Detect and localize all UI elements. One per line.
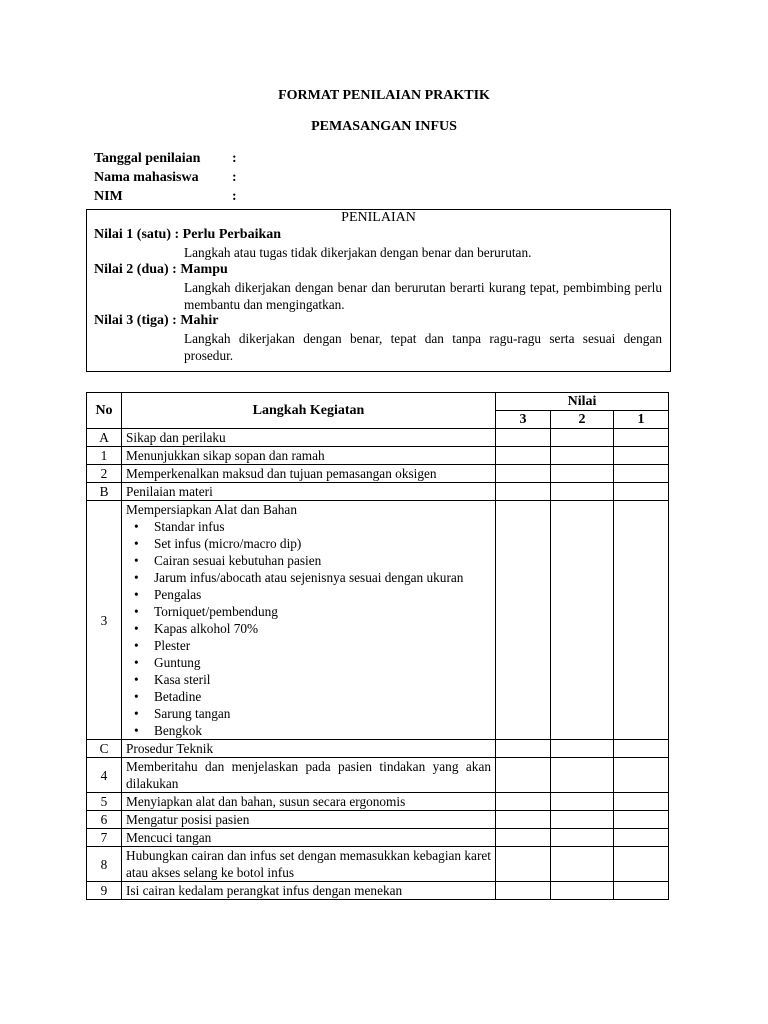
- list-item: • Bengkok: [154, 722, 491, 739]
- score-cell: [551, 483, 614, 501]
- row-step-text: Mencuci tangan: [126, 830, 212, 845]
- score-cell: [614, 429, 669, 447]
- table-row: [87, 501, 669, 740]
- row-step-cell: [122, 740, 496, 758]
- list-item: • Jarum infus/abocath atau sejenisnya sesuai dengan ukuran: [154, 569, 491, 586]
- score-cell: [551, 793, 614, 811]
- row-number: 2: [87, 465, 122, 483]
- col-header-nilai: Nilai: [496, 393, 669, 411]
- score-cell: [551, 829, 614, 847]
- row-step-text: Prosedur Teknik: [126, 741, 214, 756]
- list-item: • Set infus (micro/macro dip): [154, 535, 491, 552]
- level-3-desc: Langkah dikerjakan dengan benar, tepat dan tanpa ragu-ragu serta sesuai dengan prosedur.: [184, 331, 662, 363]
- row-number: C: [87, 740, 122, 758]
- row-step-text: Menyiapkan alat dan bahan, susun secara ergonomis: [126, 794, 406, 809]
- score-cell: [496, 483, 551, 501]
- row-step-text: Mempersiapkan Alat dan Bahan: [126, 502, 297, 517]
- list-item: • Cairan sesuai kebutuhan pasien: [154, 552, 491, 569]
- field-label: NIM: [94, 189, 123, 204]
- row-step-text: Isi cairan kedalam perangkat infus dengan menekan: [126, 883, 403, 898]
- score-cell: [614, 811, 669, 829]
- row-number: A: [87, 429, 122, 447]
- row-step-text: Memberitahu dan menjelaskan pada pasien tindakan yang akan dilakukan: [126, 759, 491, 791]
- field-separator: :: [232, 151, 237, 166]
- score-cell: [551, 429, 614, 447]
- field-label: Nama mahasiswa: [94, 170, 199, 185]
- row-number: 1: [87, 447, 122, 465]
- row-step-text: Penilaian materi: [126, 484, 213, 499]
- level-1-label: Nilai 1 (satu) : Perlu Perbaikan: [94, 227, 282, 242]
- field-separator: :: [232, 189, 237, 204]
- score-cell: [614, 758, 669, 793]
- row-number: B: [87, 483, 122, 501]
- table-row: [87, 847, 669, 882]
- score-cell: [551, 811, 614, 829]
- table-row: [87, 793, 669, 811]
- list-item: • Sarung tangan: [154, 705, 491, 722]
- score-cell: [551, 882, 614, 900]
- level-2-desc: Langkah dikerjakan dengan benar dan berurutan berarti kurang tepat, pembimbing perlu membantu dan mengingatkan.: [184, 280, 662, 312]
- row-number: 8: [87, 847, 122, 882]
- list-item: • Torniquet/pembendung: [154, 603, 491, 620]
- row-step-cell: [122, 501, 496, 740]
- row-step-text: Memperkenalkan maksud dan tujuan pemasangan oksigen: [126, 466, 437, 481]
- score-cell: [496, 882, 551, 900]
- score-cell: [551, 501, 614, 740]
- score-cell: [496, 447, 551, 465]
- level-3-label: Nilai 3 (tiga) : Mahir: [94, 313, 219, 328]
- penilaian-box: [86, 209, 671, 372]
- score-cell: [614, 483, 669, 501]
- score-cell: [614, 829, 669, 847]
- field-label: Tanggal penilaian: [94, 151, 201, 166]
- row-number: 7: [87, 829, 122, 847]
- row-step-text: Hubungkan cairan dan infus set dengan memasukkan kebagian karet atau akses selang ke botol infus: [126, 848, 491, 880]
- list-item: • Plester: [154, 637, 491, 654]
- table-row: [87, 811, 669, 829]
- list-item: • Kasa steril: [154, 671, 491, 688]
- row-number: 6: [87, 811, 122, 829]
- row-step-cell: [122, 465, 496, 483]
- row-step-cell: [122, 758, 496, 793]
- table-row: [87, 882, 669, 900]
- score-cell: [551, 847, 614, 882]
- field-nim: [94, 189, 237, 205]
- equipment-list: [126, 518, 491, 739]
- score-header: 3: [496, 411, 551, 429]
- table-row: [87, 465, 669, 483]
- table-row: [87, 483, 669, 501]
- score-cell: [551, 465, 614, 483]
- level-2-label: Nilai 2 (dua) : Mampu: [94, 262, 228, 277]
- list-item: • Standar infus: [154, 518, 491, 535]
- field-tanggal-penilaian: [94, 151, 237, 167]
- score-cell: [496, 829, 551, 847]
- score-cell: [551, 447, 614, 465]
- score-header: 2: [551, 411, 614, 429]
- document-title: FORMAT PENILAIAN PRAKTIK: [278, 88, 490, 103]
- row-step-cell: [122, 882, 496, 900]
- score-cell: [614, 501, 669, 740]
- score-header: 1: [614, 411, 669, 429]
- score-cell: [614, 793, 669, 811]
- score-cell: [496, 811, 551, 829]
- row-step-text: Sikap dan perilaku: [126, 430, 226, 445]
- score-cell: [614, 447, 669, 465]
- row-step-cell: [122, 811, 496, 829]
- row-step-cell: [122, 847, 496, 882]
- list-item: • Pengalas: [154, 586, 491, 603]
- table-row: [87, 758, 669, 793]
- row-step-cell: [122, 793, 496, 811]
- row-step-cell: [122, 829, 496, 847]
- score-cell: [614, 847, 669, 882]
- field-separator: :: [232, 170, 237, 185]
- table-row: [87, 429, 669, 447]
- score-cell: [496, 758, 551, 793]
- table-row: [87, 447, 669, 465]
- table-row: [87, 829, 669, 847]
- row-step-text: Menunjukkan sikap sopan dan ramah: [126, 448, 325, 463]
- score-cell: [496, 465, 551, 483]
- score-cell: [614, 882, 669, 900]
- score-cell: [496, 501, 551, 740]
- score-cell: [496, 847, 551, 882]
- document-subtitle: PEMASANGAN INFUS: [311, 119, 457, 134]
- score-cell: [496, 793, 551, 811]
- assessment-table: [86, 392, 669, 900]
- level-1-desc: Langkah atau tugas tidak dikerjakan dengan benar dan berurutan.: [184, 245, 532, 260]
- row-step-cell: [122, 429, 496, 447]
- col-header-step: Langkah Kegiatan: [122, 393, 496, 429]
- row-number: 9: [87, 882, 122, 900]
- table-header-row: [87, 393, 669, 411]
- penilaian-heading: PENILAIAN: [341, 210, 416, 225]
- row-number: 3: [87, 501, 122, 740]
- score-cell: [496, 740, 551, 758]
- row-step-cell: [122, 483, 496, 501]
- score-cell: [614, 740, 669, 758]
- score-cell: [551, 758, 614, 793]
- list-item: • Guntung: [154, 654, 491, 671]
- score-cell: [496, 429, 551, 447]
- col-header-no: No: [87, 393, 122, 429]
- score-cell: [614, 465, 669, 483]
- row-step-text: Mengatur posisi pasien: [126, 812, 250, 827]
- field-nama-mahasiswa: [94, 170, 237, 186]
- row-number: 5: [87, 793, 122, 811]
- list-item: • Betadine: [154, 688, 491, 705]
- row-number: 4: [87, 758, 122, 793]
- table-row: [87, 740, 669, 758]
- list-item: • Kapas alkohol 70%: [154, 620, 491, 637]
- row-step-cell: [122, 447, 496, 465]
- score-cell: [551, 740, 614, 758]
